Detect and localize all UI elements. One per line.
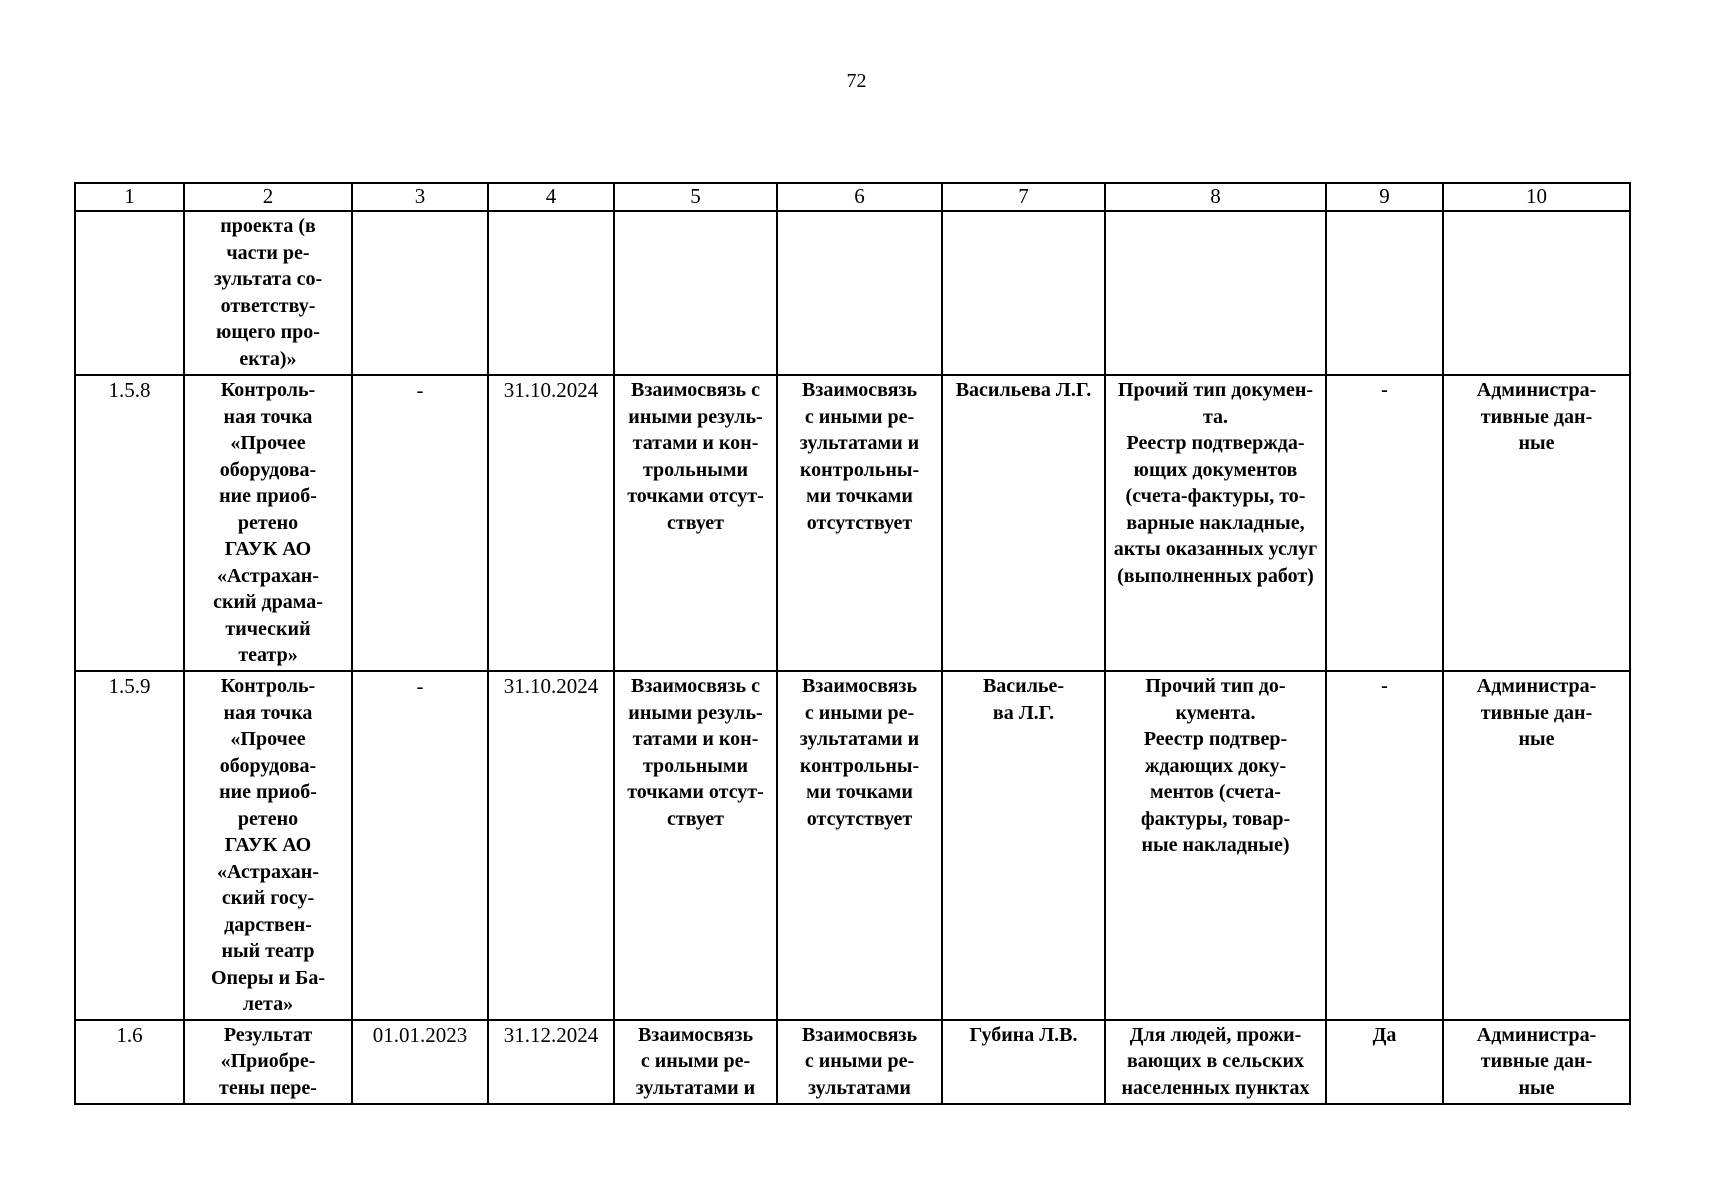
- cell-responsible: [942, 1020, 1105, 1104]
- cell-text-line: тический: [225, 617, 311, 640]
- cell-text-line: точками отсут-: [627, 485, 764, 507]
- cell-relation-5: [614, 211, 777, 375]
- cell-text-line: Результат: [223, 1023, 313, 1046]
- cell-relation-6: [777, 375, 942, 671]
- cell-text-line: Реестр подтвержда-: [1126, 432, 1305, 454]
- cell-text-line: зультатами и: [799, 432, 920, 454]
- cell-document-type: [1105, 211, 1326, 375]
- cell-text-line: ние приоб-: [219, 485, 317, 507]
- cell-flag: [1326, 1020, 1443, 1104]
- header-cell-2: 2: [184, 183, 352, 211]
- cell-text-line: ющих документов: [1133, 458, 1298, 481]
- cell-text-line: дарствен-: [224, 913, 312, 936]
- cell-text-line: екта)»: [239, 347, 297, 370]
- cell-text-line: Взаимосвязь: [637, 1023, 754, 1046]
- cell-text-line: Взаимосвязь: [801, 379, 918, 401]
- cell-text-line: части ре-: [226, 241, 310, 264]
- cell-name: [184, 671, 352, 1020]
- cell-text-line: -: [1381, 675, 1388, 697]
- cell-flag: [1326, 375, 1443, 671]
- table-row: [75, 375, 1630, 671]
- cell-text-line: Прочий тип до-: [1145, 675, 1286, 697]
- cell-source: [1443, 211, 1630, 375]
- cell-text-line: ная точка: [223, 701, 313, 724]
- cell-text-line: зультата со-: [213, 268, 323, 290]
- cell-text-line: ющего про-: [216, 321, 320, 343]
- cell-text-line: татами и кон-: [632, 728, 759, 750]
- cell-number: [75, 211, 184, 375]
- cell-text-line: проекта (в: [220, 215, 316, 237]
- cell-text-line: ный театр: [221, 940, 315, 962]
- cell-text-line: ствует: [667, 807, 724, 830]
- cell-text-line: ГАУК АО: [224, 834, 312, 856]
- cell-text-line: Василье-: [982, 675, 1065, 697]
- cell-source: [1443, 1020, 1630, 1104]
- table-row: [75, 211, 1630, 375]
- cell-text-line: тивные дан-: [1480, 405, 1593, 428]
- cell-text-line: Администра-: [1476, 675, 1597, 697]
- cell-text-line: Взаимосвязь: [801, 675, 918, 697]
- header-cell-10: 10: [1443, 183, 1630, 211]
- cell-text-line: Администра-: [1476, 1023, 1597, 1046]
- cell-text-line: ретено: [237, 807, 299, 830]
- cell-text-line: Губина Л.В.: [969, 1023, 1078, 1046]
- cell-number: [75, 1020, 184, 1104]
- cell-text-line: контрольны-: [799, 754, 920, 777]
- header-cell-3: 3: [352, 183, 488, 211]
- cell-name: [184, 1020, 352, 1104]
- cell-relation-5: [614, 671, 777, 1020]
- cell-text-line: «Астрахан-: [217, 860, 319, 883]
- cell-text-line: Васильева Л.Г.: [955, 379, 1092, 401]
- cell-text-line: ждающих доку-: [1144, 754, 1287, 777]
- cell-text-line: тивные дан-: [1480, 1050, 1593, 1072]
- cell-start-date: [352, 1020, 488, 1104]
- cell-text-line: Для людей, прожи-: [1129, 1023, 1302, 1046]
- cell-document-type: [1105, 1020, 1326, 1104]
- cell-start-date: [352, 671, 488, 1020]
- cell-responsible: [942, 211, 1105, 375]
- cell-text-line: ные накладные): [1141, 834, 1290, 856]
- cell-text-line: ние приоб-: [219, 781, 317, 803]
- cell-number: [75, 671, 184, 1020]
- cell-name: [184, 375, 352, 671]
- cell-text-line: ные: [1518, 728, 1555, 750]
- cell-relation-6: [777, 211, 942, 375]
- cell-end-date: [488, 375, 614, 671]
- header-cell-1: 1: [75, 183, 184, 211]
- cell-text-line: «Прочее: [230, 728, 306, 750]
- cell-text-line: 01.01.2023: [372, 1022, 468, 1047]
- cell-text-line: контрольны-: [799, 458, 920, 481]
- header-cell-4: 4: [488, 183, 614, 211]
- cell-relation-6: [777, 671, 942, 1020]
- cell-text-line: 31.12.2024: [503, 1022, 599, 1047]
- header-row: [75, 183, 1630, 211]
- cell-text-line: Оперы и Ба-: [210, 966, 326, 989]
- cell-text-line: отсутствует: [806, 511, 913, 534]
- cell-text-line: зультатами и: [635, 1076, 756, 1099]
- cell-text-line: ский госу-: [221, 887, 315, 909]
- cell-text-line: «Прочее: [230, 432, 306, 454]
- table-row: [75, 671, 1630, 1020]
- cell-text-line: с иными ре-: [640, 1050, 751, 1072]
- cell-text-line: та.: [1202, 405, 1229, 428]
- cell-text-line: иными резуль-: [628, 405, 763, 428]
- cell-name: [184, 211, 352, 375]
- cell-text-line: трольными: [642, 458, 748, 481]
- cell-text-line: татами и кон-: [632, 432, 759, 454]
- cell-text-line: -: [416, 378, 424, 402]
- cell-text-line: ва Л.Г.: [992, 701, 1055, 724]
- cell-flag: [1326, 211, 1443, 375]
- cell-end-date: [488, 1020, 614, 1104]
- header-cell-6: 6: [777, 183, 942, 211]
- cell-text-line: 1.5.9: [108, 674, 151, 698]
- cell-text-line: с иными ре-: [804, 405, 915, 428]
- cell-text-line: ные: [1518, 432, 1555, 454]
- cell-text-line: ми точками: [806, 781, 913, 803]
- cell-text-line: вающих в сельских: [1126, 1050, 1304, 1072]
- cell-relation-5: [614, 375, 777, 671]
- cell-end-date: [488, 211, 614, 375]
- cell-text-line: Да: [1372, 1023, 1397, 1046]
- cell-text-line: 1.6: [116, 1022, 143, 1047]
- cell-text-line: зультатами: [808, 1076, 911, 1099]
- cell-text-line: Реестр подтвер-: [1143, 728, 1288, 750]
- cell-source: [1443, 375, 1630, 671]
- cell-end-date: [488, 671, 614, 1020]
- cell-responsible: [942, 671, 1105, 1020]
- cell-text-line: тивные дан-: [1480, 701, 1593, 724]
- cell-text-line: ский драма-: [213, 591, 323, 613]
- cell-text-line: (счета-фактуры, то-: [1125, 485, 1306, 507]
- cell-text-line: ментов (счета-: [1150, 781, 1281, 803]
- header-cell-5: 5: [614, 183, 777, 211]
- cell-text-line: населенных пунктах: [1121, 1076, 1310, 1099]
- cell-start-date: [352, 375, 488, 671]
- cell-responsible: [942, 375, 1105, 671]
- cell-document-type: [1105, 671, 1326, 1020]
- header-cell-7: 7: [942, 183, 1105, 211]
- cell-text-line: Взаимосвязь с: [631, 675, 760, 697]
- page-number: 72: [846, 70, 867, 92]
- table-row: [75, 1020, 1630, 1104]
- cell-text-line: -: [416, 674, 424, 698]
- cell-number: [75, 375, 184, 671]
- cell-text-line: с иными ре-: [804, 1050, 915, 1072]
- cell-text-line: ми точками: [806, 485, 913, 507]
- cell-text-line: акты оказанных услуг: [1113, 538, 1318, 560]
- cell-text-line: ная точка: [223, 405, 313, 428]
- cell-text-line: Взаимосвязь: [801, 1023, 918, 1046]
- cell-text-line: оборудова-: [219, 754, 317, 777]
- cell-text-line: 31.10.2024: [503, 674, 599, 698]
- cell-text-line: зультатами и: [799, 728, 920, 750]
- header-cell-8: 8: [1105, 183, 1326, 211]
- cell-text-line: ные: [1518, 1076, 1555, 1099]
- cell-document-type: [1105, 375, 1326, 671]
- cell-text-line: 1.5.8: [108, 378, 151, 402]
- cell-source: [1443, 671, 1630, 1020]
- cell-flag: [1326, 671, 1443, 1020]
- cell-text-line: с иными ре-: [804, 701, 915, 724]
- cell-text-line: Прочий тип докумен-: [1117, 379, 1314, 401]
- cell-text-line: ретено: [237, 511, 299, 534]
- cell-text-line: (выполненных работ): [1117, 564, 1314, 587]
- cell-text-line: точками отсут-: [627, 781, 764, 803]
- cell-text-line: «Астрахан-: [217, 564, 319, 587]
- cell-text-line: трольными: [642, 754, 748, 777]
- cell-text-line: лета»: [242, 993, 294, 1015]
- cell-text-line: Контроль-: [220, 675, 316, 697]
- cell-text-line: фактуры, товар-: [1140, 807, 1291, 830]
- cell-text-line: «Приобре-: [220, 1050, 316, 1072]
- cell-relation-6: [777, 1020, 942, 1104]
- header-cell-9: 9: [1326, 183, 1443, 211]
- cell-text-line: театр»: [238, 644, 298, 666]
- cell-text-line: Взаимосвязь с: [631, 379, 760, 401]
- cell-text-line: иными резуль-: [628, 701, 763, 724]
- cell-text-line: отсутствует: [806, 807, 913, 830]
- cell-start-date: [352, 211, 488, 375]
- cell-text-line: -: [1381, 379, 1388, 401]
- cell-text-line: варные накладные,: [1126, 511, 1305, 534]
- cell-text-line: Контроль-: [220, 379, 316, 401]
- cell-text-line: ствует: [667, 511, 724, 534]
- cell-text-line: 31.10.2024: [503, 378, 599, 402]
- cell-text-line: ГАУК АО: [224, 538, 312, 560]
- document-table: [74, 182, 1631, 1105]
- cell-text-line: ответству-: [220, 294, 316, 317]
- cell-text-line: Администра-: [1476, 379, 1597, 401]
- cell-text-line: оборудова-: [219, 458, 317, 481]
- cell-text-line: тены пере-: [219, 1076, 317, 1099]
- cell-relation-5: [614, 1020, 777, 1104]
- cell-text-line: кумента.: [1175, 701, 1256, 724]
